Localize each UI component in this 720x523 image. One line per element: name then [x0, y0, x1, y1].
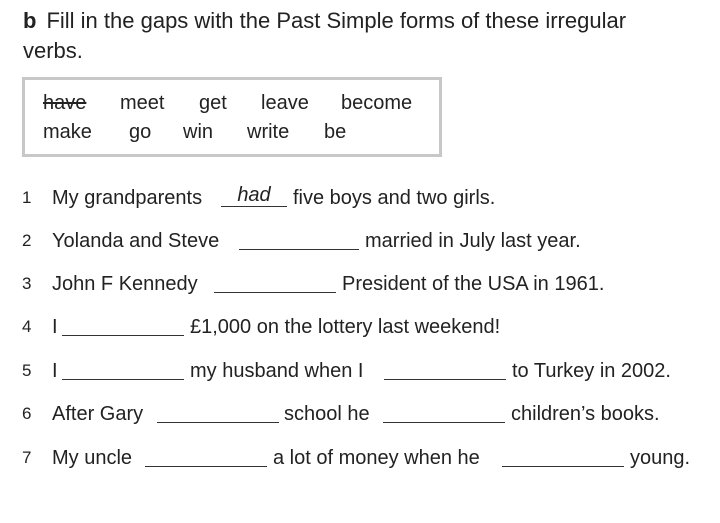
answer-text: had [237, 184, 271, 206]
gap-fill-item-5 [22, 357, 712, 385]
gap-fill-item-6 [22, 400, 712, 428]
item-number: 7 [22, 448, 32, 467]
item-text: to Turkey in 2002. [512, 360, 671, 382]
item-text: President of the USA in 1961. [342, 273, 605, 295]
item-number: 3 [22, 274, 32, 293]
answer-gap[interactable] [239, 227, 359, 250]
item-text: I [52, 316, 58, 338]
exercise-heading [23, 6, 703, 66]
answer-gap[interactable] [502, 444, 624, 467]
word-box [22, 77, 442, 157]
instruction-line-1: Fill in the gaps with the Past Simple forms of these irregular [46, 8, 627, 33]
answer-gap[interactable] [384, 357, 506, 380]
item-text: children’s books. [511, 403, 660, 425]
gap-fill-item-1 [22, 184, 712, 212]
item-text: My grandparents [52, 187, 203, 209]
item-number: 1 [22, 188, 32, 207]
word-leave: leave [261, 92, 309, 114]
answer-gap[interactable] [145, 444, 267, 467]
item-text: My uncle [52, 447, 133, 469]
word-go: go [129, 121, 152, 143]
item-text: a lot of money when he [273, 447, 480, 469]
gap-fill-item-4 [22, 313, 712, 341]
gap-fill-item-2 [22, 227, 712, 255]
word-make: make [43, 121, 92, 143]
gap-fill-item-7 [22, 444, 712, 472]
item-number: 4 [22, 317, 32, 336]
item-text: After Gary [52, 403, 144, 425]
word-be: be [324, 121, 347, 143]
word-win: win [183, 121, 214, 143]
answer-gap[interactable] [383, 400, 505, 423]
item-text: five boys and two girls. [293, 187, 496, 209]
item-text: school he [284, 403, 370, 425]
word-get: get [199, 92, 227, 114]
item-number: 6 [22, 404, 32, 423]
instruction-line-2: verbs. [23, 38, 83, 63]
item-text: young. [630, 447, 691, 469]
item-text: my husband when I [190, 360, 364, 382]
item-text: I [52, 360, 58, 382]
word-become: become [341, 92, 413, 114]
answer-gap[interactable] [221, 184, 287, 207]
gap-fill-item-3 [22, 270, 712, 298]
item-text: £1,000 on the lottery last weekend! [190, 316, 501, 338]
word-write: write [247, 121, 290, 143]
word-have: have [43, 92, 87, 114]
answer-gap[interactable] [62, 357, 184, 380]
item-text: John F Kennedy [52, 273, 198, 295]
answer-gap[interactable] [214, 270, 336, 293]
item-number: 5 [22, 361, 32, 380]
answer-gap[interactable] [157, 400, 279, 423]
item-text: Yolanda and Steve [52, 230, 220, 252]
item-number: 2 [22, 231, 32, 250]
answer-gap[interactable] [62, 313, 184, 336]
exercise-letter: b [23, 8, 37, 33]
item-text: married in July last year. [365, 230, 581, 252]
word-meet: meet [120, 92, 165, 114]
